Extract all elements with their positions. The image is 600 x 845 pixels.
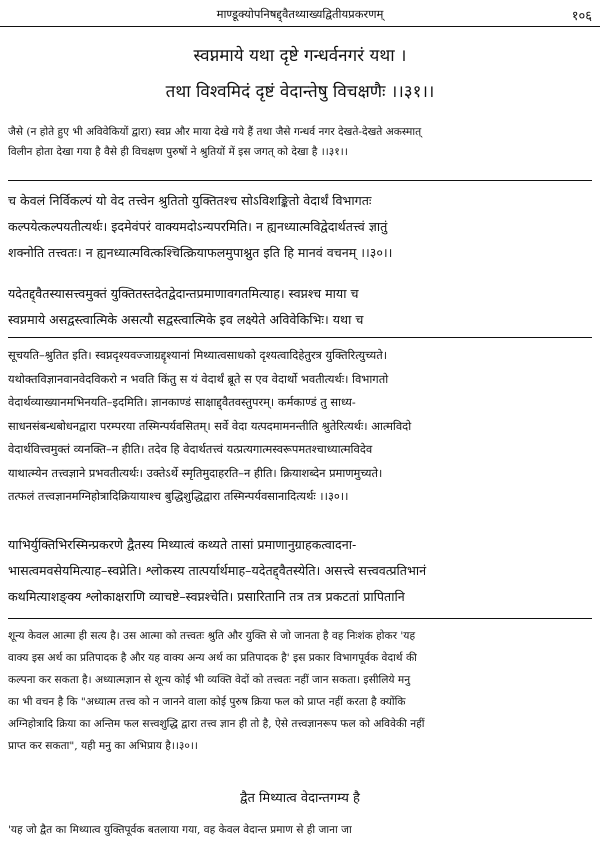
hindi-line: का भी वचन है कि "अध्यात्म तत्त्व को न जानने वाला कोई पुरुष क्रिया फल को प्राप्त नहीं करता है क्योंकि (8, 696, 406, 708)
hindi-line: वाक्य इस अर्थ का प्रतिपादक है और यह वाक्य अन्य अर्थ का प्रतिपादक है' इस प्रकार विभागपूर्वक वेदार्थ की (8, 652, 417, 664)
bhashya-line: यदेतद्द्वैतस्यासत्त्वमुक्तं युक्तितस्तदेतद्वेदान्तप्रमाणावगतमित्याह। स्वप्नश्च माया च (8, 286, 359, 301)
bhashya-block-2 (8, 281, 592, 333)
verse-translation (8, 122, 592, 162)
hindi-line: अग्निहोत्रादि क्रिया का अन्तिम फल सत्त्वशुद्धि द्वारा तत्त्व ज्ञान ही तो है, ऐसे तत्त्वज्ञानरूप फल को अविवेकी नहीं (8, 718, 425, 730)
tika-line: तत्फलं तत्त्वज्ञानमग्निहोत्रादिक्रियायाश्च बुद्धिशुद्धिद्वारा तस्मिन्पर्यवसानादित्यर्थः ।।३०।। (8, 489, 349, 503)
tika-line: यथोक्तविज्ञानवानवेदविकरो न भवति किंतु स यं वेदार्थं ब्रूते स एव वेदार्थो भवतीत्यर्थः। विभागतो (8, 371, 389, 386)
tika-line: साधनसंबन्धबोधनद्वारा परम्परया तस्मिन्पर्यवसितम्। सर्वे वेदा यत्पदमामनन्तीति श्रुतेरित्यर्थः। आत्मविदो (8, 418, 412, 433)
bhashya-line: याभिर्युक्तिभिरस्मिन्प्रकरणे द्वैतस्य मिथ्यात्वं कथ्यते तासां प्रमाणानुग्राहकत्वादना- (8, 537, 357, 552)
header-title: माण्डूक्योपनिषद्द्वैतथ्याख्यद्वितीयप्रकरणम् (216, 7, 384, 21)
bhashya-line: च केवलं निर्विकल्पं यो वेद तत्त्वेन श्रुतितो युक्तितश्च सोऽविशङ्कितो वेदार्थं विभागतः (8, 193, 372, 208)
bhashya-line: कथमित्याशङ्क्य श्लोकाक्षराणि व्याचष्टे–स्वप्नश्चेति। प्रसारितानि तत्र तत्र प्रकटतां प्रापितानि (8, 589, 405, 604)
bhashya-block-3 (8, 532, 592, 610)
bhashya-line: भासत्वमवसेयमित्याह–स्वप्नेति। श्लोकस्य तात्पर्यार्थमाह–यदेतद्द्वैतस्येति। असत्त्वे सत्त्ववत्प्रतिभानं (8, 563, 427, 578)
divider-rule (8, 180, 592, 181)
translation-line: विलीन होता देखा गया है वैसे ही विचक्षण पुरुषों ने श्रुतियों में इस जगत् को देखा है ।।३१।। (8, 146, 348, 158)
bhashya-block-1 (8, 188, 592, 266)
bhashya-line: कल्पयेत्कल्पयतीत्यर्थः। इदमेवंपरं वाक्यमदोऽन्यपरमिति। न ह्यनध्यात्मविद्वेदार्थतत्त्वं ज्ञातुं (8, 219, 388, 234)
running-header (0, 4, 600, 27)
tika-commentary (8, 344, 592, 509)
closing-paragraph (8, 820, 592, 840)
page-number: १०६ (571, 9, 592, 24)
divider-rule (8, 337, 592, 338)
closing-line: 'यह जो द्वैत का मिथ्यात्व युक्तिपूर्वक बतलाया गया, वह केवल वेदान्त प्रमाण से ही जाना जा (8, 824, 352, 836)
hindi-line: प्राप्त कर सकता", यही मनु का अभिप्राय है।।३०।। (8, 740, 198, 752)
hindi-commentary (8, 625, 592, 757)
divider-rule (8, 618, 592, 619)
hindi-line: कल्पना कर सकता है। अध्यात्मज्ञान से शून्य कोई भी व्यक्ति वेदों को तत्त्वतः नहीं जान सकता। इसीलिये मनु (8, 674, 411, 686)
section-heading: द्वैत मिथ्यात्व वेदान्तगम्य है (240, 791, 360, 806)
tika-line: याथात्म्येन तत्त्वज्ञाने प्रभवतीत्यर्थः। उक्तेऽर्थे स्मृतिमुदाहरति–न हीति। क्रियाशब्देन प्रमाणमुच्यते। (8, 465, 383, 480)
tika-line: सूचयति–श्रुतित इति। स्वप्नदृश्यवज्जाग्रद्दृश्यानां मिथ्यात्वसाधको दृश्यत्वादिहेतुरत्र युक्तिरित्युच्यते। (8, 348, 388, 362)
tika-line: वेदार्थवित्त्वमुक्तं व्यनक्ति–न हीति। तदेव हि वेदार्थतत्त्वं यत्प्रत्यगात्मस्वरूपमतश्चाध्यात्मविदेव (8, 442, 373, 456)
translation-line: जैसे (न होते हुए भी अविवेकियों द्वारा) स्वप्न और माया देखे गये हैं तथा जैसे गन्धर्व नगर देखते-देखते अकस्मात् (8, 126, 422, 138)
tika-line: वेदार्थव्याख्यानमभिनयति–इदमिति। ज्ञानकाण्डं साक्षाद्द्वैतवस्तुपरम्। कर्मकाण्डं तु साध्य- (8, 395, 356, 409)
bhashya-line: शक्नोति तत्त्वतः। न ह्यनध्यात्मवित्कश्चित्क्रियाफलमुपाश्नुत इति हि मानवं वचनम् ।।३०।। (8, 245, 393, 260)
verse-line-2: तथा विश्वमिदं दृष्टं वेदान्तेषु विचक्षणैः ।।३१।। (165, 82, 435, 102)
verse-line-1: स्वप्नमाये यथा दृष्टे गन्धर्वनगरं यथा । (193, 46, 407, 66)
bhashya-line: स्वप्नमाये असद्वस्त्वात्मिके असत्यौ सद्वस्त्वात्मिके इव लक्ष्येते अविवेकिभिः। यथा च (8, 312, 364, 327)
hindi-line: शून्य केवल आत्मा ही सत्य है। उस आत्मा को तत्त्वतः श्रुति और युक्ति से जो जानता है वह निःशंक होकर 'यह (8, 630, 416, 642)
